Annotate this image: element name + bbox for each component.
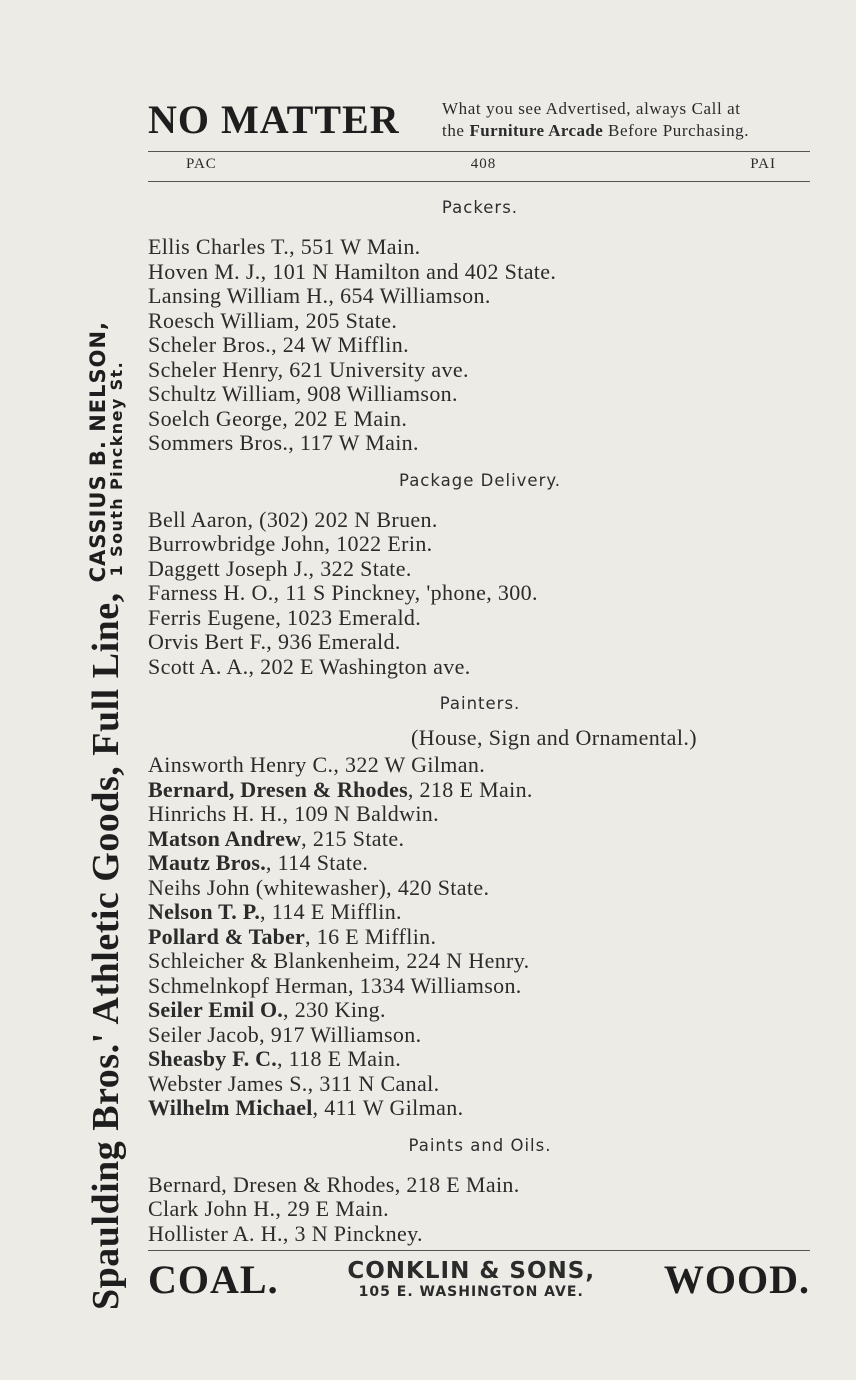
entry-address: , 114 State. — [265, 850, 369, 875]
entry-address: , 16 E Mifflin. — [305, 923, 437, 949]
running-head-right: PAI — [750, 156, 776, 172]
entry-name: Neihs John — [148, 874, 250, 900]
entry-address: , 936 Emerald. — [266, 629, 401, 654]
footer-rule — [148, 1250, 810, 1251]
entry-address: (whitewasher), 420 State. — [249, 874, 490, 900]
entry-name: Burrowbridge John — [148, 531, 325, 556]
listing-entry — [148, 900, 810, 925]
header-note-line1: What you see Advertised, always Call at — [442, 99, 741, 118]
entry-name: Wilhelm Michael — [148, 1095, 313, 1120]
listing-entry — [148, 1173, 810, 1198]
entry-address: , (302) 202 N Bruen. — [247, 506, 438, 532]
entry-address: , 224 N Henry. — [394, 948, 530, 973]
listing-entry — [148, 655, 810, 680]
listing-entry — [148, 358, 810, 383]
running-head-rule — [148, 181, 810, 182]
entry-address: , 118 E Main. — [276, 1046, 402, 1071]
entry-address: , 1022 Erin. — [324, 531, 433, 556]
entry-address: , 101 N Hamilton and 402 State. — [260, 258, 557, 284]
entry-name: Hollister A. H. — [148, 1220, 283, 1246]
page-number: 408 — [470, 156, 497, 172]
listing-entry — [148, 557, 810, 582]
listing-entry — [148, 508, 810, 533]
entry-address: , 621 University ave. — [277, 356, 469, 382]
listing-entry — [148, 974, 810, 999]
entry-address: , 1334 Williamson. — [347, 972, 522, 998]
entry-address: , 311 N Canal. — [307, 1070, 440, 1096]
footer-address: 105 E. WASHINGTON AVE. — [358, 1284, 584, 1300]
entry-name: Hinrichs H. H. — [148, 801, 283, 826]
listing-entry — [148, 309, 810, 334]
entry-name: Orvis Bert F. — [148, 629, 267, 654]
entry-name: Clark John H. — [148, 1196, 276, 1221]
section-heading: Package Delivery. — [398, 470, 562, 490]
listing-entry — [148, 925, 810, 950]
listing-entry — [148, 333, 810, 358]
footer-wood: WOOD. — [663, 1257, 810, 1302]
header-note-pre: the — [442, 121, 465, 141]
entry-address: , 411 W Gilman. — [312, 1095, 464, 1120]
entry-address: , 917 Williamson. — [259, 1021, 422, 1047]
header-note-bold: Furniture Arcade — [469, 121, 604, 141]
listing-entry — [148, 1096, 810, 1121]
entry-address: , 24 W Mifflin. — [271, 332, 409, 357]
listing-entry — [148, 949, 810, 974]
listing-entry — [148, 382, 810, 407]
header-rule — [148, 151, 810, 152]
entry-address: , 114 E Mifflin. — [260, 899, 402, 924]
listing-entry — [148, 532, 810, 557]
entry-address: , 215 State. — [301, 825, 405, 851]
entry-address: , 322 W Gilman. — [333, 752, 486, 777]
entry-name: Schmelnkopf Herman — [148, 972, 348, 998]
listing-entry — [148, 407, 810, 432]
listing-entry — [148, 827, 810, 852]
listing-entry — [148, 876, 810, 901]
section-subheading: (House, Sign and Ornamental.) — [411, 725, 697, 750]
footer-firm: CONKLIN & SONS, — [347, 1258, 596, 1284]
entry-name: Matson Andrew — [148, 825, 302, 851]
entry-name: Seiler Jacob — [148, 1021, 260, 1047]
side-ad-address: 1 South Pinckney St. — [106, 360, 126, 577]
listing-content — [148, 191, 810, 1254]
entry-address: , 117 W Main. — [288, 430, 419, 455]
side-ad-agent-block — [87, 321, 126, 582]
footer-firm-block — [347, 1260, 595, 1299]
side-ad-main: Spaulding Bros.' Athletic Goods, Full Line, — [85, 592, 127, 1310]
listing-entry — [148, 1222, 810, 1247]
entry-name: Ferris Eugene — [148, 604, 276, 630]
listing-entry — [148, 802, 810, 827]
entry-address: , 1023 Emerald. — [275, 604, 422, 630]
section-heading: Paints and Oils. — [408, 1135, 552, 1155]
footer-advertisement — [148, 1256, 810, 1303]
listing-entry — [148, 851, 810, 876]
section-heading: Painters. — [439, 694, 521, 713]
running-head — [148, 156, 810, 173]
entry-name: Ainsworth Henry C. — [148, 752, 334, 777]
listing-entry — [148, 260, 810, 285]
entry-address: , 205 State. — [293, 307, 398, 333]
entry-name: Pollard & Taber — [148, 923, 306, 949]
entry-name: Soelch George — [148, 405, 283, 431]
header-note — [442, 98, 810, 142]
entry-address: , 11 S Pinckney, 'phone, 300. — [273, 580, 538, 605]
header-note-post: Before Purchasing. — [608, 121, 750, 141]
listing-entry — [148, 998, 810, 1023]
entry-name: Scheler Bros. — [148, 332, 272, 357]
listing-entry — [148, 1197, 810, 1222]
listing-entry — [148, 630, 810, 655]
entry-name: Sheasby F. C. — [148, 1046, 277, 1071]
entry-address: , 202 E Main. — [282, 405, 408, 431]
section-spacer — [148, 456, 810, 464]
header-title: NO MATTER — [148, 97, 400, 143]
listing-entry — [148, 1023, 810, 1048]
listing-entry — [148, 431, 810, 456]
page-header — [148, 98, 810, 142]
listing-entry — [148, 778, 810, 803]
listing-entry — [148, 284, 810, 309]
entry-name: Scott A. A. — [148, 653, 249, 679]
entry-address: , 109 N Baldwin. — [282, 801, 439, 826]
header-note-line2 — [442, 120, 810, 142]
entry-name: Nelson T. P. — [148, 899, 261, 924]
entry-name: Lansing William H. — [148, 283, 329, 308]
entry-name: Bernard, Dresen & Rhodes — [148, 1171, 395, 1197]
entry-name: Daggett Joseph J. — [148, 555, 309, 581]
entry-address: , 29 E Main. — [275, 1196, 389, 1221]
entry-address: , 654 Williamson. — [328, 283, 491, 308]
entry-address: , 218 E Main. — [394, 1171, 520, 1197]
listing-entry — [148, 235, 810, 260]
side-advertisement — [70, 90, 142, 1310]
entry-name: Hoven M. J. — [148, 258, 261, 284]
entry-name: Bell Aaron — [148, 506, 248, 532]
entry-name: Ellis Charles T. — [148, 234, 290, 259]
entry-name: Mautz Bros. — [148, 850, 266, 875]
entry-name: Seiler Emil O. — [148, 997, 283, 1022]
footer-coal: COAL. — [148, 1257, 279, 1302]
entry-address: , 551 W Main. — [289, 234, 421, 259]
entry-name: Webster James S. — [148, 1070, 308, 1096]
section-spacer — [148, 1121, 810, 1129]
section-spacer — [148, 679, 810, 687]
listing-entry — [148, 581, 810, 606]
entry-name: Scheler Henry — [148, 356, 278, 382]
entry-address: , 3 N Pinckney. — [282, 1220, 423, 1246]
entry-address: , 908 Williamson. — [295, 381, 458, 406]
entry-address: , 322 State. — [308, 555, 412, 581]
listing-entry — [148, 606, 810, 631]
entry-address: , 218 E Main. — [407, 776, 533, 802]
running-head-left: PAC — [186, 156, 217, 172]
section-heading: Packers. — [441, 198, 519, 217]
entry-name: Schleicher & Blankenheim — [148, 948, 395, 973]
entry-name: Bernard, Dresen & Rhodes — [148, 776, 408, 802]
entry-address: , 202 E Washington ave. — [248, 653, 471, 679]
entry-address: , 230 King. — [283, 997, 386, 1022]
listing-entry — [148, 1072, 810, 1097]
listing-entry — [148, 1047, 810, 1072]
entry-name: Sommers Bros. — [148, 430, 289, 455]
entry-name: Farness H. O. — [148, 580, 274, 605]
entry-name: Roesch William — [148, 307, 294, 333]
entry-name: Schultz William — [148, 381, 296, 406]
listing-entry — [148, 753, 810, 778]
side-ad-agent: CASSIUS B. NELSON, — [85, 320, 110, 583]
